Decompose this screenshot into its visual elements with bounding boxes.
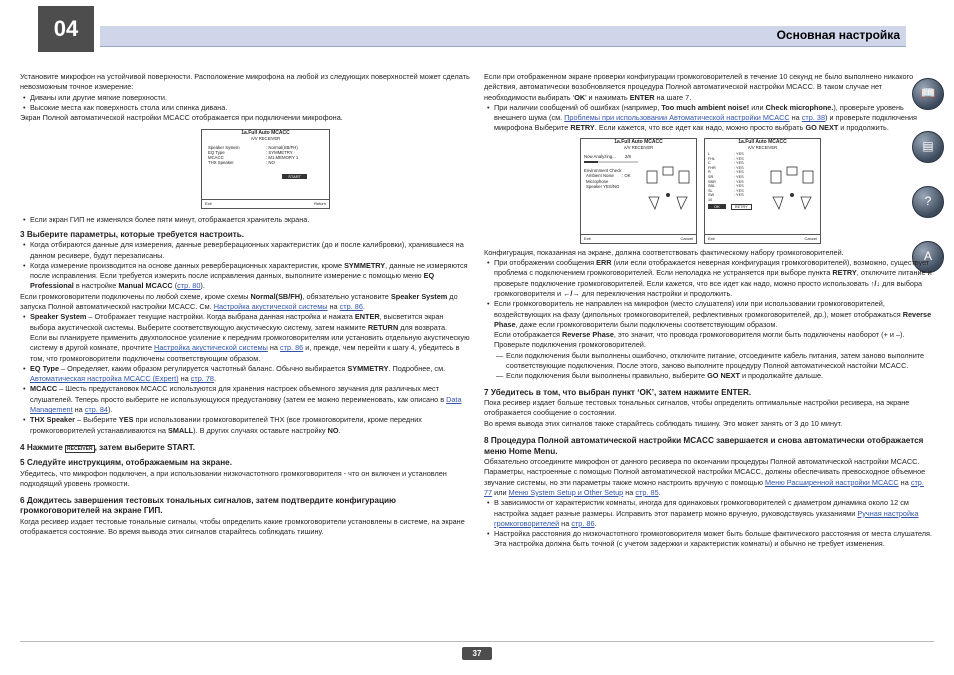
paragraph: Если громкоговорители подключены по любой схеме, кроме схемы Normal(SB/FH), обязательно установите Speaker System до запуска Полной автоматической настройки MCACC. См. Настройка акустической системы на стр. 86. [20,291,458,312]
list-item: • Когда измерение производится на основе данных реверберационных характеристик, кроме SYMMETRY, данные не измеряются после исправления. Если требуется измерить после исправления данных, выполните измерение с помощью меню EQ Professional в настройке Manual MCACC (стр. 80). [20,261,470,292]
link[interactable]: Настройка акустической системы [154,343,268,353]
page-title: Основная настройка [776,28,900,42]
screen-illustrations [484,138,934,248]
speaker-value: : YES [734,193,744,198]
footer-divider [20,641,934,642]
list-item: • MCACC – Шесть предустановок MCACC используются для хранения настроек объемного звучания для различных мест слушателей. Теперь просто выберите не использующуюся предустановку (затем ее можно переименовать, как описано в Data Management на стр. 84). [20,384,470,415]
page-number: 37 [462,647,492,660]
speaker-value: : YES [734,161,744,166]
list-item: • EQ Type – Определяет, каким образом регулируется частотный баланс. Обычно выбирается SYMMETRY. Подробнее, см. Автоматическая настройка MCACC (Expert) на стр. 78. [20,364,470,385]
link[interactable]: стр. 86 [280,343,304,353]
screen-row-key: Ambient Noise [586,173,614,179]
paragraph: Конфигурация, показанная на экране, должна соответствовать фактическому набору громкоговорителей. [484,247,844,257]
screen-footer [202,199,329,208]
speaker-layout-icon [769,157,815,217]
screen-illustration-3 [704,138,821,244]
screen-row-key: EQ Type [208,149,225,155]
list-item: • В зависимости от характеристик комнаты, иногда для одинаковых громкоговорителей с диаметром динамика около 12 см настройка задает разные размеры. Исправить этот параметр можно вручную, руководствуясь указаниями Ручная настройка громкоговорителей на стр. 86. [484,498,934,529]
screen-return: Return [313,201,326,207]
link[interactable]: стр. 80 [177,281,201,291]
paragraph: Пока ресивер издает больше тестовых тональных сигналов, чтобы определить оптимальные настройки ресивера, на экране отображается сообщение о состоянии. Во время вывода этих сигналов также старайтесь соблюдать тишину. Это может занять от 3 до 10 минут. [484,398,910,428]
help-icon[interactable]: ? [912,186,944,218]
speaker-name: C [708,161,711,166]
screen-footer [581,234,696,243]
list-item: • Диваны или другие мягкие поверхности. [20,93,470,103]
list-item: — Если подключения были выполнены ошибочно, отключите питание, отсоедините кабель питания, затем заново выполните соответствующие подключения. После этого, заново выполните процедуру Полной автоматической настойки MCACC. [484,351,934,372]
speaker-name: FHR [708,165,716,170]
speaker-name: SBR [708,179,716,184]
screen-footer [705,234,820,243]
speaker-value: : YES [734,170,744,175]
paragraph: Обязательно отсоедините микрофон от данного ресивера по окончании процедуры Полной автоматической настройки MCACC. [484,457,920,467]
speaker-name: SR [708,174,714,179]
retry-button: RETRY [731,204,752,210]
language-icon[interactable]: A [912,241,944,273]
screen-exit: Exit [584,235,591,241]
screen-illustration-1 [201,129,330,209]
screen-status-value: 2/8 [624,153,631,159]
speaker-value: : YES [734,174,744,179]
speaker-value: : YES [734,184,744,189]
screen-row-value: : NO [266,160,275,166]
link[interactable]: стр. 78 [190,374,214,384]
step-5-heading: 5 Следуйте инструкциям, отображаемым на экране. [20,458,232,468]
link[interactable]: стр. 86 [571,518,595,528]
speaker-name: SW [708,193,715,198]
screen-row: Speaker YES/NO [586,183,620,189]
speaker-count: 10 [708,197,713,202]
speaker-name: FHL [708,156,716,161]
list-item: • Если экран ГИП не изменялся более пяти минут, отображается хранитель экрана. [20,215,470,225]
speaker-name: SBL [708,184,716,189]
screen-row-key: Speaker System [208,144,240,150]
speaker-value: : YES [734,151,744,156]
speaker-name: R [708,170,711,175]
chapter-number: 04 [38,6,94,52]
start-button: START [282,174,307,179]
step-3-heading: 3 Выберите параметры, которые требуется настроить. [20,229,245,239]
screen-row: Environment Check [584,168,622,174]
book-icon[interactable]: 📖 [912,78,944,110]
step-8-heading: 8 Процедура Полной автоматической настройки MCACC завершается и снова автоматически отображается меню Home Menu. [484,436,924,456]
link[interactable]: стр. 38 [801,113,826,123]
speaker-name: SL [708,188,713,193]
list-item: • Когда отбираются данные для измерения, данные реверберационных характеристик (до и после калибровки), хранившиеся на данном ресивере, будут перезаписаны. [20,240,470,261]
step-7-heading: 7 Убедитесь в том, что выбран пункт ‘OK’, затем нажмите ENTER. [484,387,752,397]
link[interactable]: Data Management [30,394,462,415]
right-column [484,72,934,550]
header-bar [100,26,906,47]
receiver-key: RECEIVER [67,445,93,452]
list-item: • Если громкоговоритель не направлен на микрофон (место слушателя) или при использовании громкоговорителей, воздействующих на фазу (дипольных громкоговорителей, рефлективных громкоговорителей, др.), может отображаться Reverse Phase, даже если громкоговорители были подключены соответствующим образом. [484,299,934,330]
progress-fill [584,161,598,163]
screen-cancel: Cancel [680,235,693,241]
screen-subtitle: A/V RECEIVER [250,136,281,142]
screen-cancel: Cancel [804,235,817,241]
paragraph: Параметры, настроенные с помощью Полной автоматической настройки MCACC, должны обеспечивать превосходное объемное звучание системы, но эти параметры также можно настроить вручную с помощью Меню Расширенной настройки MCACC на стр. 77 или Меню System Setup и Other Setup на стр. 85. [484,467,926,497]
screen-illustration-2 [580,138,697,244]
screen-row-value: : M1.MEMORY 1 [266,155,299,161]
link[interactable]: стр. 84 [84,405,108,415]
screen-title: 1a.Full Auto MCACC [738,138,787,145]
screen-exit: Exit [205,201,212,207]
speaker-value: : YES [734,156,744,161]
step-4-heading: 4 Нажмите RECEIVER , затем выберите START. [20,442,195,452]
intro-paragraph-2: Экран Полной автоматической настройки MCACC отображается при подключении микрофона. [20,113,343,123]
link[interactable]: стр. 86 [339,302,363,312]
speaker-value: : YES [734,165,744,170]
link[interactable]: стр. 85 [635,487,659,497]
link[interactable]: Проблемы при использовании Автоматической настройки MCACC [564,113,790,123]
link[interactable]: Настройка акустической системы [213,302,328,312]
screen-subtitle: A/V RECEIVER [623,144,654,150]
link[interactable]: Меню Расширенной настройки MCACC [764,477,899,487]
list-item: • При наличии сообщений об ошибках (например, Too much ambient noise! или Check microphone.), проверьте уровень внешнего шума (см. Проблемы при использовании Автоматической настройки MCACC на стр. 38) и проверьте подключения микрофона Выберите RETRY. Если кажется, что все идет как надо, можно просто выбрать GO NEXT и продолжить. [484,103,934,134]
ok-button: OK [708,204,726,209]
speaker-name: L [708,151,711,156]
link[interactable]: Ручная настройка громкоговорителей [494,508,919,528]
screen-row: Microphone [586,178,609,184]
screen-row-value: : SYMMETRY [266,149,293,155]
speaker-value: : YES [734,179,744,184]
paragraph: Если вы планируете применить двухполосное усиление к передним громкоговорителям или установить отдельную акустическую систему в другой комнате, прочтите Настройка акустической системы на стр. 86 и, прежде, чем перейти к шагу 4, убедитесь в том, что громкоговорители подключены соответствующим образом. [30,332,470,363]
screen-row-key: THX Speaker [208,160,234,166]
speaker-layout-icon [645,157,691,217]
paragraph: Если отображается Reverse Phase, это значит, что провода громкоговорителя могли быть подключены наоборот (+ и –). Проверьте подключения громкоговорителей. [494,330,905,350]
screen-exit: Exit [708,235,715,241]
paragraph: Если при отображенном экране проверки конфигурации громкоговорителей в течение 10 секунд не было выполнено никакого действия, автоматически возобновляется процедура Полной автоматической настройки MCACC. В таком случае нет необходимости выбирать ‘OK’ и нажимать ENTER на шаге 7. [484,72,914,102]
screen-row-value: : OK [622,173,631,179]
screen-title: 1a.Full Auto MCACC [614,138,663,145]
list-item: • THX Speaker – Выберите YES при использовании громкоговорителей THX (все громкоговорители, кроме передних громкоговорителей устанавливаются на SMALL). В других случаях оставьте настройку NO. [20,415,470,436]
screen-settings [202,142,329,166]
paragraph: Когда ресивер издает тестовые тональные сигналы, чтобы определить какие громкоговорители установлены в системе, на экране отображается состояние. Во время вывода этих сигналов старайтесь соблюдать тишину. [20,516,465,536]
paragraph: Убедитесь, что микрофон подключен, а при использовании низкочастотного громкоговорителя - что он включен и установлен подходящий уровень громкости. [20,468,447,489]
list-item: • Настройка расстояния до низкочастотного громкоговорителя может быть больше фактического расстояния от места слушателя. Эта настройка должна быть точной (с учетом задержки и характеристик комнаты) и обычно не требует изменения. [484,529,934,550]
screen-row-key: MCACC [208,155,224,161]
screen-subtitle: A/V RECEIVER [747,144,778,150]
list-item: • При отображении сообщения ERR (или если отображается неверная конфигурация громкоговорителей), возможно, существует проблема с подключением громкоговорителей. Если неполадка не устраняется при выборе пункта RETRY, отключите питание и проверьте подключение громкоговорителей. Если кажется, что все идет как надо, можно просто использовать ↑/↓ для выбора громкоговорителя и ←/→ для переключения настройки и продолжить. [484,258,934,299]
link[interactable]: Меню System Setup и Other Setup [508,487,624,497]
speaker-value: : YES [734,188,744,193]
list-item: • Высокие места как поверхность стола или спинка дивана. [20,103,470,113]
screen-row-value: : Normal(SB/FH) [266,144,298,150]
intro-paragraph: Установите микрофон на устойчивой поверхности. Расположение микрофона на любой из следующих поверхностей может сделать невозможным точное измерение: [20,72,470,92]
screen-status: Now Analyzing... [584,153,616,159]
list-item: — Если подключения были выполнены правильно, выберите GO NEXT и продолжайте дальше. [484,371,934,381]
link[interactable]: Автоматическая настройка MCACC (Expert) [30,374,179,384]
left-column [20,72,470,537]
screen-title: 1a.Full Auto MCACC [241,130,290,137]
device-icon[interactable]: ▤ [912,131,944,163]
link[interactable]: стр. 77 [484,477,924,497]
progress-bar [584,161,638,163]
list-item: • Speaker System – Отображает текущие настройки. Когда выбрана данная настройка и нажата ENTER, высветится экран выбора акустической системы. Выберите соответствующую акустическую систему, затем нажмите RETURN для возврата. [20,312,470,333]
step-6-heading: 6 Дождитесь завершения тестовых тональных сигналов, затем подтвердите конфигурацию громкоговорителей на экране ГИП. [20,495,397,516]
